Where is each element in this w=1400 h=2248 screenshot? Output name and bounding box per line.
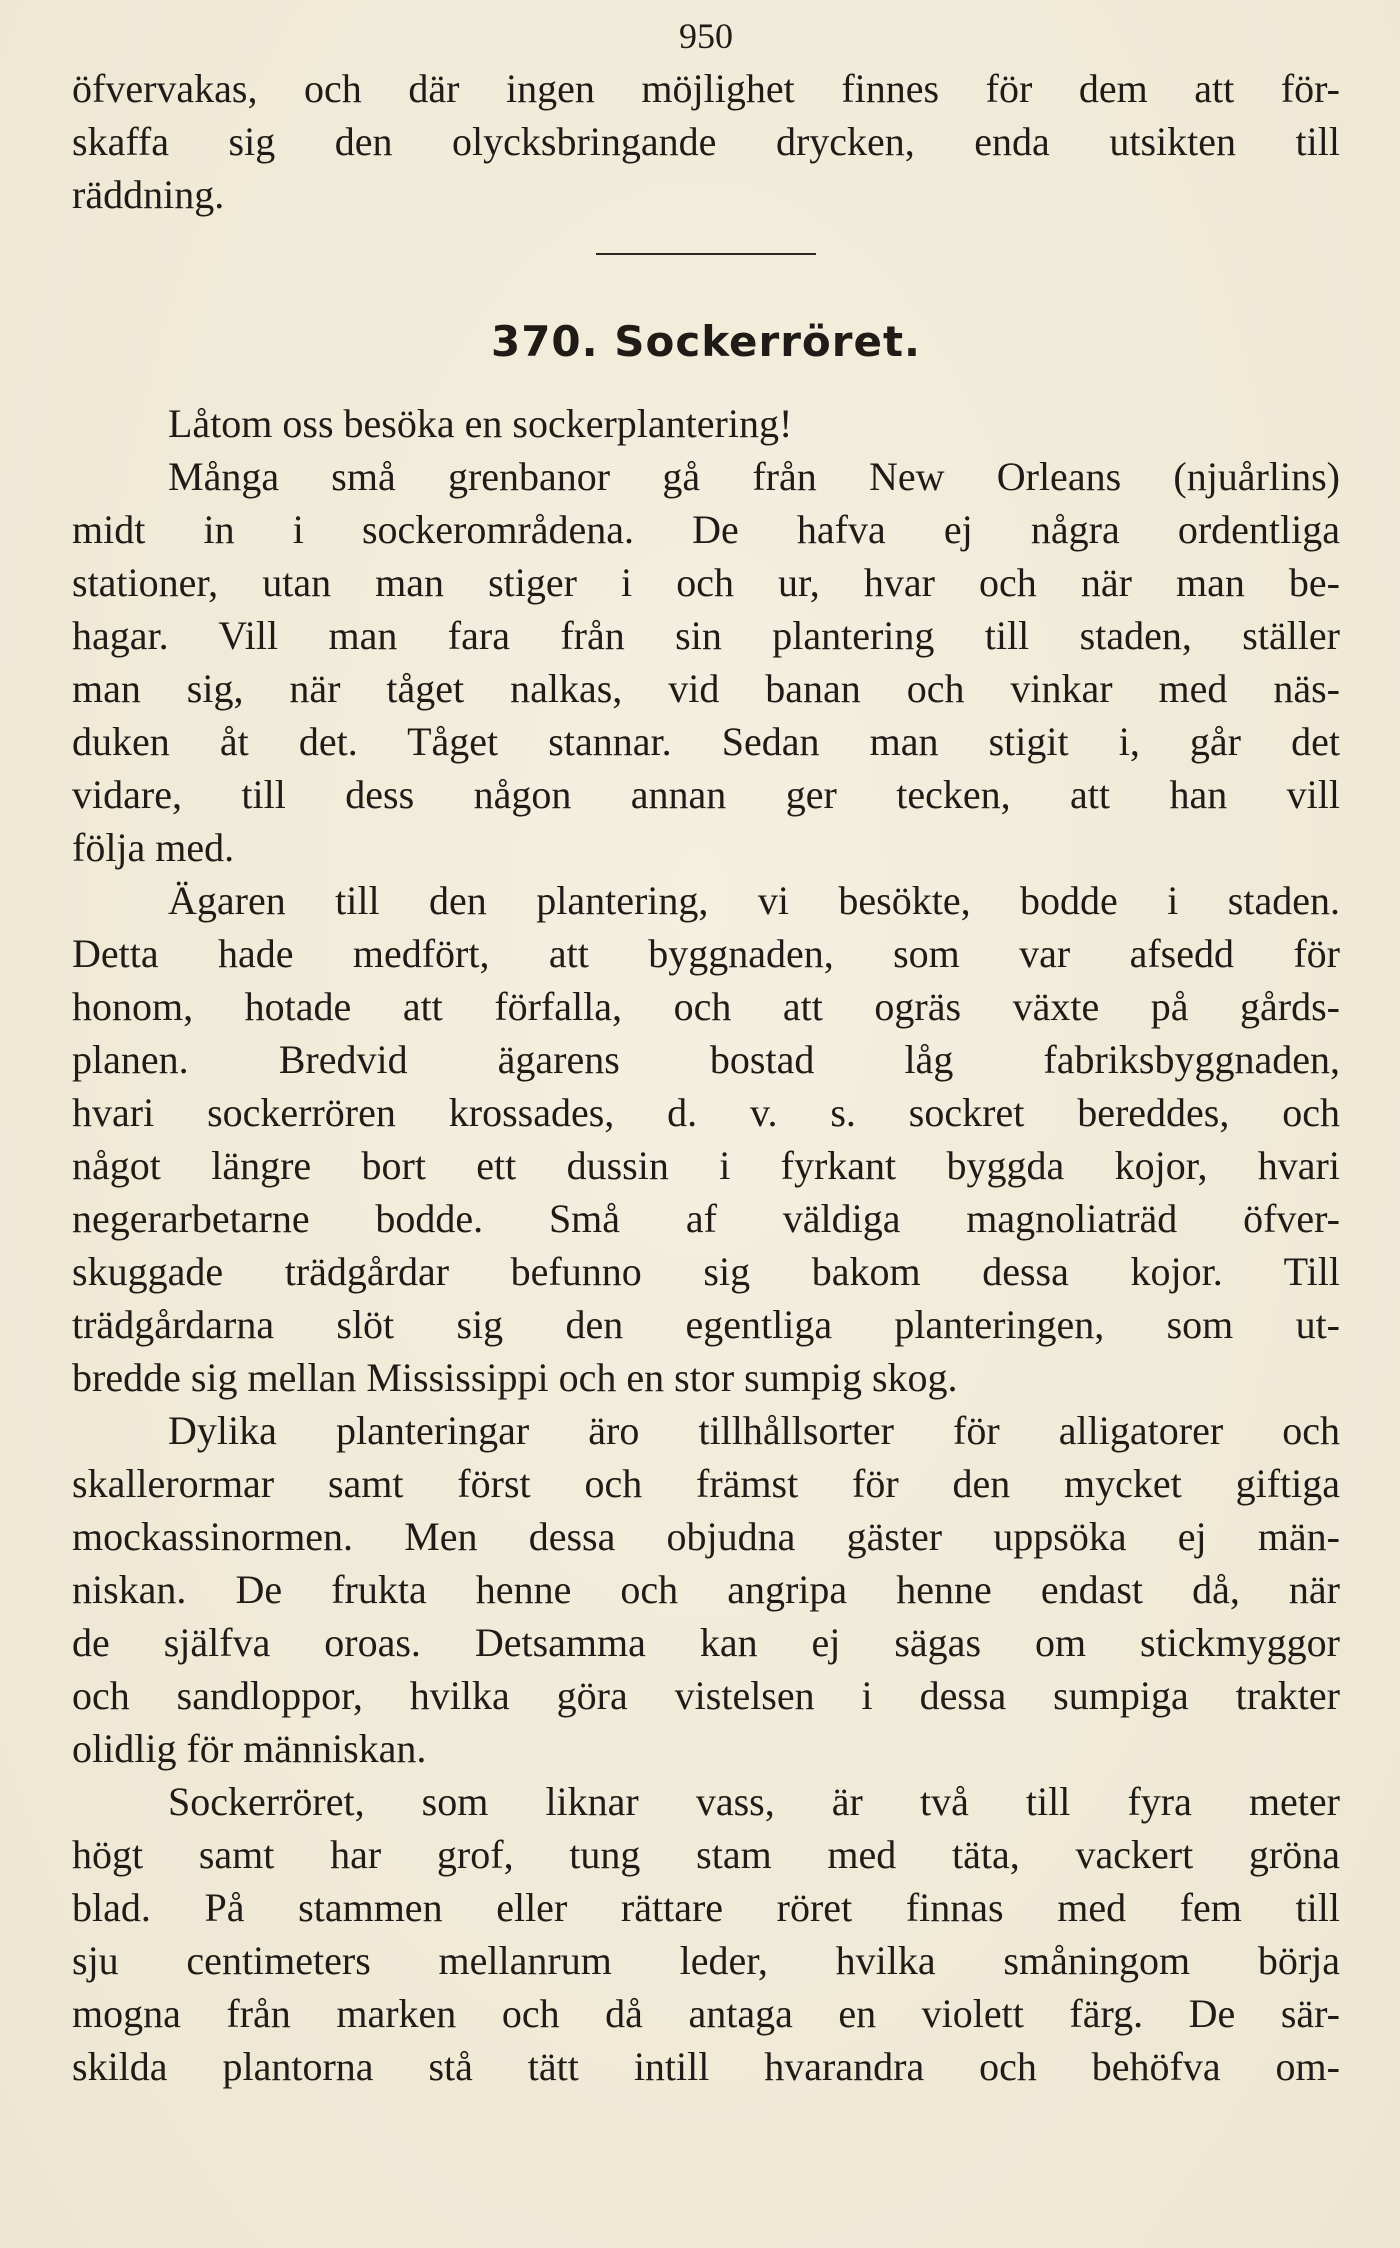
text-line: mogna från marken och då antaga en violett färg. De sär-	[72, 1991, 1340, 2036]
text-line: följa med.	[72, 825, 235, 870]
text-line: skuggade trädgårdar befunno sig bakom dessa kojor. Till	[72, 1249, 1340, 1294]
text-line: planen. Bredvid ägarens bostad låg fabriksbyggnaden,	[72, 1037, 1340, 1082]
section-divider	[72, 221, 1340, 287]
section-heading: 370. Sockerröret.	[490, 317, 922, 366]
text-line: Många små grenbanor gå från New Orleans (njuårlins)	[168, 454, 1340, 499]
paragraph	[72, 874, 1340, 1404]
paragraph	[72, 450, 1340, 874]
text-line: sju centimeters mellanrum leder, hvilka småningom börja	[72, 1938, 1340, 1983]
text-line: duken åt det. Tåget stannar. Sedan man stigit i, går det	[72, 719, 1340, 764]
text-line: stationer, utan man stiger i och ur, hvar och när man be-	[72, 560, 1340, 605]
section-body	[72, 397, 1340, 2093]
text-line: blad. På stammen eller rättare röret finnas med fem till	[72, 1885, 1340, 1930]
text-line: bredde sig mellan Mississippi och en stor sumpig skog.	[72, 1355, 958, 1400]
text-line: och sandloppor, hvilka göra vistelsen i dessa sumpiga trakter	[72, 1673, 1340, 1718]
text-line: Ägaren till den plantering, vi besökte, bodde i staden.	[168, 878, 1340, 923]
paragraph	[72, 1404, 1340, 1775]
text-line: honom, hotade att förfalla, och att ogräs växte på gårds-	[72, 984, 1340, 1029]
text-line: midt in i sockerområdena. De hafva ej några ordentliga	[72, 507, 1340, 552]
text-line: Detta hade medfört, att byggnaden, som var afsedd för	[72, 931, 1340, 976]
page-number: 950	[679, 16, 733, 56]
text-line: niskan. De frukta henne och angripa henne endast då, när	[72, 1567, 1340, 1612]
text-line: öfvervakas, och där ingen möjlighet finnes för dem att för-	[72, 66, 1340, 111]
text-line: skaffa sig den olycksbringande drycken, enda utsikten till	[72, 119, 1340, 164]
text-line: något längre bort ett dussin i fyrkant byggda kojor, hvari	[72, 1143, 1340, 1188]
text-line: hvari sockerrören krossades, d. v. s. sockret bereddes, och	[72, 1090, 1340, 1135]
text-line: Dylika planteringar äro tillhållsorter för alligatorer och	[168, 1408, 1340, 1453]
text-line: högt samt har grof, tung stam med täta, vackert gröna	[72, 1832, 1340, 1877]
text-line: Sockerröret, som liknar vass, är två till fyra meter	[168, 1779, 1340, 1824]
text-line: de själfva oroas. Detsamma kan ej sägas om stickmyggor	[72, 1620, 1340, 1665]
text-line: trädgårdarna slöt sig den egentliga planteringen, som ut-	[72, 1302, 1340, 1347]
text-line: mockassinormen. Men dessa objudna gäster uppsöka ej män-	[72, 1514, 1340, 1559]
text-line: räddning.	[72, 172, 225, 217]
text-line: olidlig för människan.	[72, 1726, 427, 1771]
divider-rule	[596, 253, 816, 255]
text-line: skallerormar samt först och främst för den mycket giftiga	[72, 1461, 1340, 1506]
text-line: vidare, till dess någon annan ger tecken, att han vill	[72, 772, 1340, 817]
text-line: negerarbetarne bodde. Små af väldiga magnoliaträd öfver-	[72, 1196, 1340, 1241]
text-line: man sig, när tåget nalkas, vid banan och vinkar med näs-	[72, 666, 1340, 711]
text-line: hagar. Vill man fara från sin plantering till staden, ställer	[72, 613, 1340, 658]
intro-paragraph	[72, 62, 1340, 221]
paragraph	[72, 397, 1340, 450]
text-line: skilda plantorna stå tätt intill hvarandra och behöfva om-	[72, 2044, 1340, 2089]
text-line: Låtom oss besöka en sockerplantering!	[168, 401, 793, 446]
paragraph	[72, 1775, 1340, 2093]
